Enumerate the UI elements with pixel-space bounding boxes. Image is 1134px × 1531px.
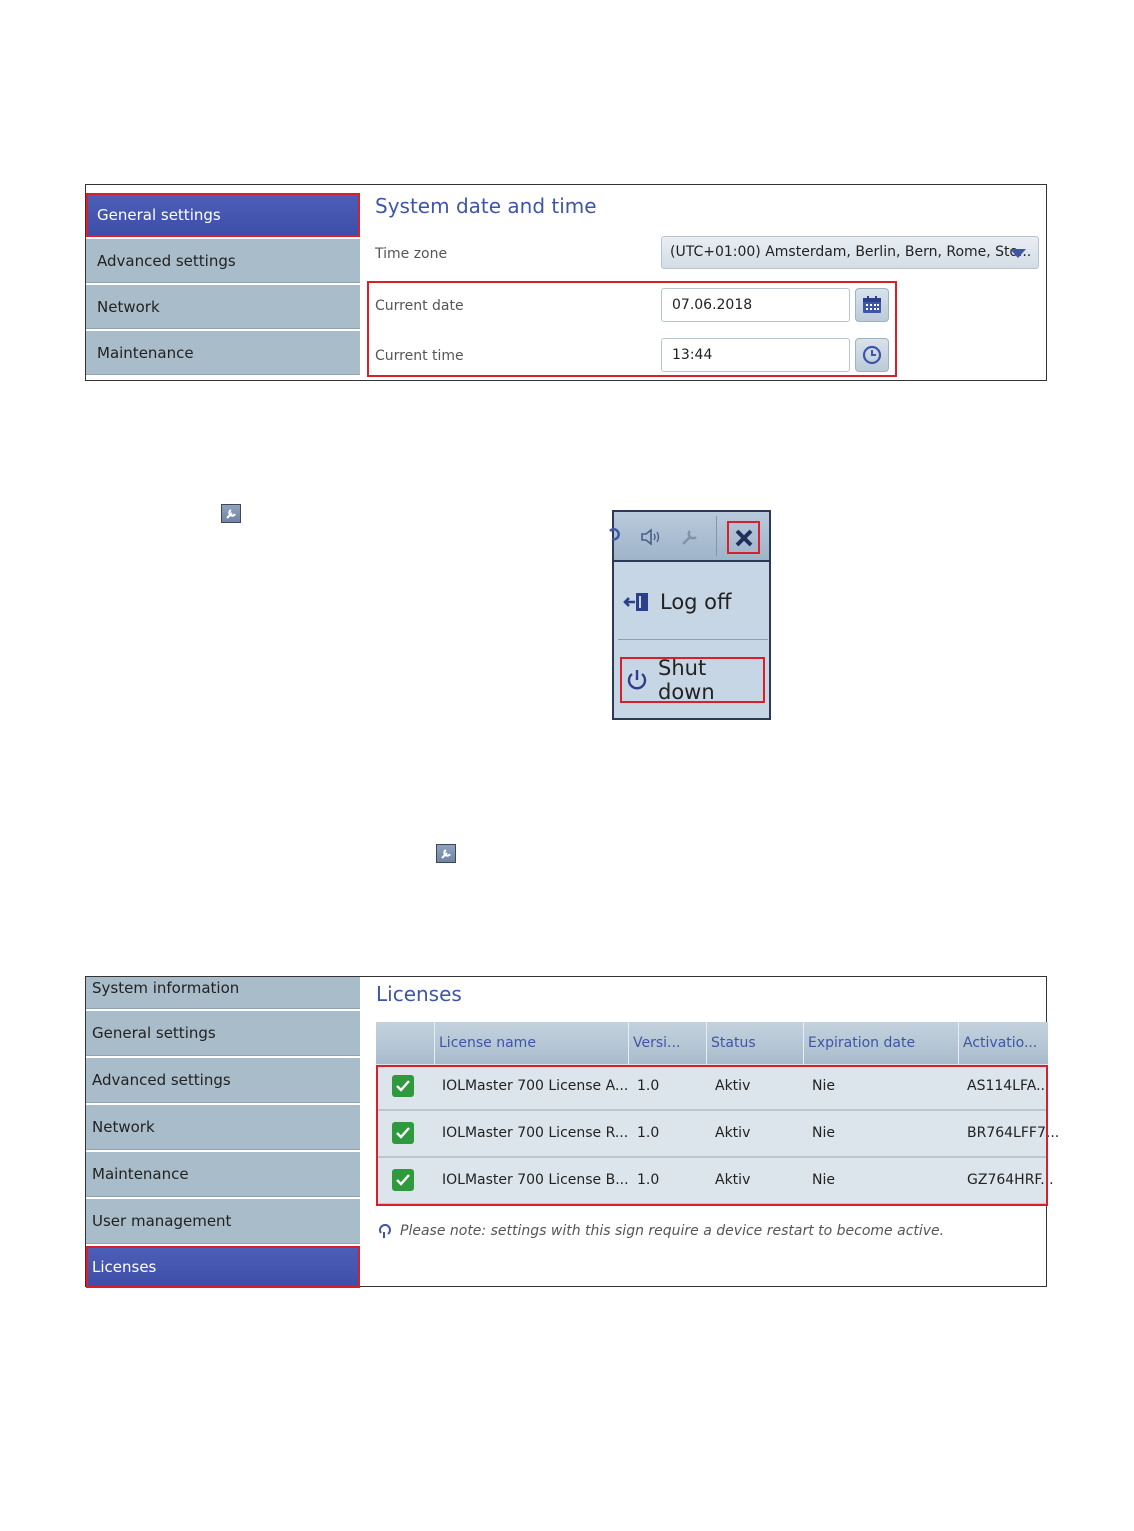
- sidebar-item-network[interactable]: Network: [86, 285, 360, 329]
- table-header: [376, 1022, 1048, 1064]
- license-name: IOLMaster 700 License B...: [442, 1172, 629, 1188]
- licenses-sidebar: [86, 977, 360, 1290]
- page-title: System date and time: [375, 194, 597, 218]
- shut-down-button[interactable]: [614, 658, 769, 702]
- sidebar-item-licenses[interactable]: Licenses: [86, 1246, 360, 1288]
- column-activation[interactable]: Activatio...: [958, 1022, 1048, 1064]
- table-row[interactable]: [376, 1064, 1048, 1111]
- column-expiration-date[interactable]: Expiration date: [803, 1022, 958, 1064]
- log-off-icon: [624, 591, 650, 613]
- license-activation: AS114LFA...: [967, 1078, 1050, 1094]
- close-icon: [735, 529, 753, 547]
- restart-note: [378, 1223, 944, 1239]
- sidebar-item-advanced-settings[interactable]: Advanced settings: [86, 239, 360, 283]
- popup-divider: [618, 639, 768, 640]
- toolbar-divider: [716, 516, 717, 556]
- license-expiration: Nie: [812, 1078, 835, 1094]
- time-zone-select[interactable]: [661, 236, 1039, 269]
- licenses-table: [376, 1022, 1060, 1205]
- current-date-label: Current date: [375, 298, 464, 314]
- sidebar-item-advanced-settings[interactable]: Advanced settings: [86, 1058, 360, 1103]
- close-button[interactable]: [727, 521, 760, 554]
- general-settings-panel: [85, 184, 1047, 381]
- current-time-label: Current time: [375, 348, 464, 364]
- table-row[interactable]: [376, 1158, 1054, 1205]
- calendar-button[interactable]: [855, 288, 889, 322]
- sidebar-item-user-management[interactable]: User management: [86, 1199, 360, 1244]
- power-icon: [626, 669, 648, 691]
- time-zone-value: (UTC+01:00) Amsterdam, Berlin, Bern, Rome, Sto...: [670, 244, 1032, 260]
- column-status[interactable]: Status: [706, 1022, 803, 1064]
- licenses-panel: [85, 976, 1060, 1287]
- current-time-input[interactable]: 13:44: [661, 338, 850, 372]
- time-zone-label: Time zone: [375, 246, 448, 262]
- wrench-icon: [436, 844, 456, 863]
- log-off-button[interactable]: [614, 580, 769, 624]
- license-status: Aktiv: [715, 1125, 751, 1141]
- calendar-icon: [862, 296, 882, 314]
- chevron-down-icon: [1010, 249, 1026, 258]
- sidebar-item-maintenance[interactable]: Maintenance: [86, 1152, 360, 1197]
- license-version: 1.0: [637, 1078, 660, 1094]
- sidebar-item-general-settings[interactable]: General settings: [86, 193, 360, 237]
- sidebar-item-system-information[interactable]: System information: [86, 977, 360, 1009]
- wrench-icon[interactable]: [680, 528, 700, 546]
- popup-toolbar: [614, 512, 769, 562]
- license-expiration: Nie: [812, 1172, 835, 1188]
- license-name: IOLMaster 700 License R...: [442, 1125, 629, 1141]
- restart-note-text: Please note: settings with this sign require a device restart to become active.: [400, 1223, 945, 1239]
- restart-sign-icon: [378, 1223, 392, 1239]
- sidebar-item-network[interactable]: Network: [86, 1105, 360, 1150]
- log-off-label: Log off: [660, 590, 732, 614]
- license-version: 1.0: [637, 1125, 660, 1141]
- shut-down-label: Shut down: [658, 656, 715, 704]
- license-activation: BR764LFF7...: [967, 1125, 1060, 1141]
- wrench-icon: [221, 504, 241, 523]
- sidebar-item-maintenance[interactable]: Maintenance: [86, 331, 360, 375]
- clock-icon: [862, 345, 882, 365]
- current-date-input[interactable]: 07.06.2018: [661, 288, 850, 322]
- checkbox-checked-icon[interactable]: [392, 1169, 414, 1191]
- license-activation: GZ764HRF...: [967, 1172, 1054, 1188]
- checkbox-checked-icon[interactable]: [392, 1075, 414, 1097]
- help-icon: [610, 528, 620, 544]
- column-version[interactable]: Versi...: [628, 1022, 706, 1064]
- license-version: 1.0: [637, 1172, 660, 1188]
- license-name: IOLMaster 700 License A...: [442, 1078, 629, 1094]
- speaker-icon[interactable]: [640, 528, 664, 546]
- shutdown-popup: [612, 510, 771, 720]
- license-expiration: Nie: [812, 1125, 835, 1141]
- checkbox-checked-icon[interactable]: [392, 1122, 414, 1144]
- license-status: Aktiv: [715, 1172, 751, 1188]
- column-license-name[interactable]: License name: [434, 1022, 628, 1064]
- page-title: Licenses: [376, 982, 462, 1006]
- license-status: Aktiv: [715, 1078, 751, 1094]
- table-row[interactable]: [376, 1111, 1060, 1158]
- clock-button[interactable]: [855, 338, 889, 372]
- sidebar-item-general-settings[interactable]: General settings: [86, 1011, 360, 1056]
- general-sidebar: [86, 193, 360, 377]
